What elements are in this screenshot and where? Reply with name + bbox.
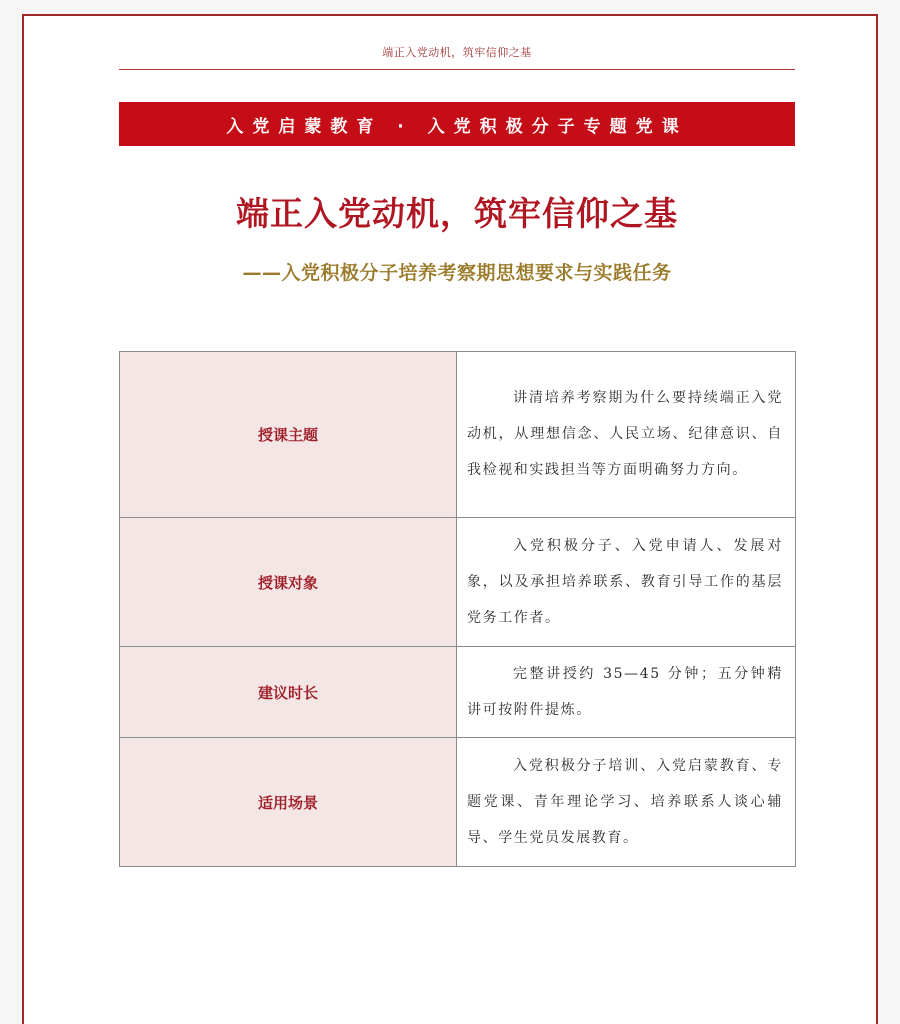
- course-banner: 入党启蒙教育 · 入党积极分子专题党课: [119, 102, 795, 146]
- row-label-duration: 建议时长: [120, 647, 457, 738]
- row-label-audience: 授课对象: [120, 518, 457, 647]
- table-row: [120, 738, 796, 867]
- table-row: [120, 647, 796, 738]
- row-label-scenarios: 适用场景: [120, 738, 457, 867]
- document-page: [22, 14, 878, 1024]
- table-row: [120, 518, 796, 647]
- page-title: 端正入党动机，筑牢信仰之基: [236, 194, 678, 233]
- page-subtitle: ——入党积极分子培养考察期思想要求与实践任务: [242, 262, 672, 284]
- header-rule: [119, 69, 795, 70]
- row-label-topic: 授课主题: [120, 352, 457, 518]
- row-value-scenarios: 入党积极分子培训、入党启蒙教育、专题党课、青年理论学习、培养联系人谈心辅导、学生党员发展教育。: [457, 738, 796, 867]
- course-info-table: [119, 351, 796, 867]
- row-value-duration: 完整讲授约 35—45 分钟；五分钟精讲可按附件提炼。: [457, 647, 796, 738]
- running-head: 端正入党动机，筑牢信仰之基: [382, 46, 532, 59]
- row-value-audience: 入党积极分子、入党申请人、发展对象，以及承担培养联系、教育引导工作的基层党务工作者。: [457, 518, 796, 647]
- row-value-topic: 讲清培养考察期为什么要持续端正入党动机，从理想信念、人民立场、纪律意识、自我检视和实践担当等方面明确努力方向。: [457, 352, 796, 518]
- table-row: [120, 352, 796, 518]
